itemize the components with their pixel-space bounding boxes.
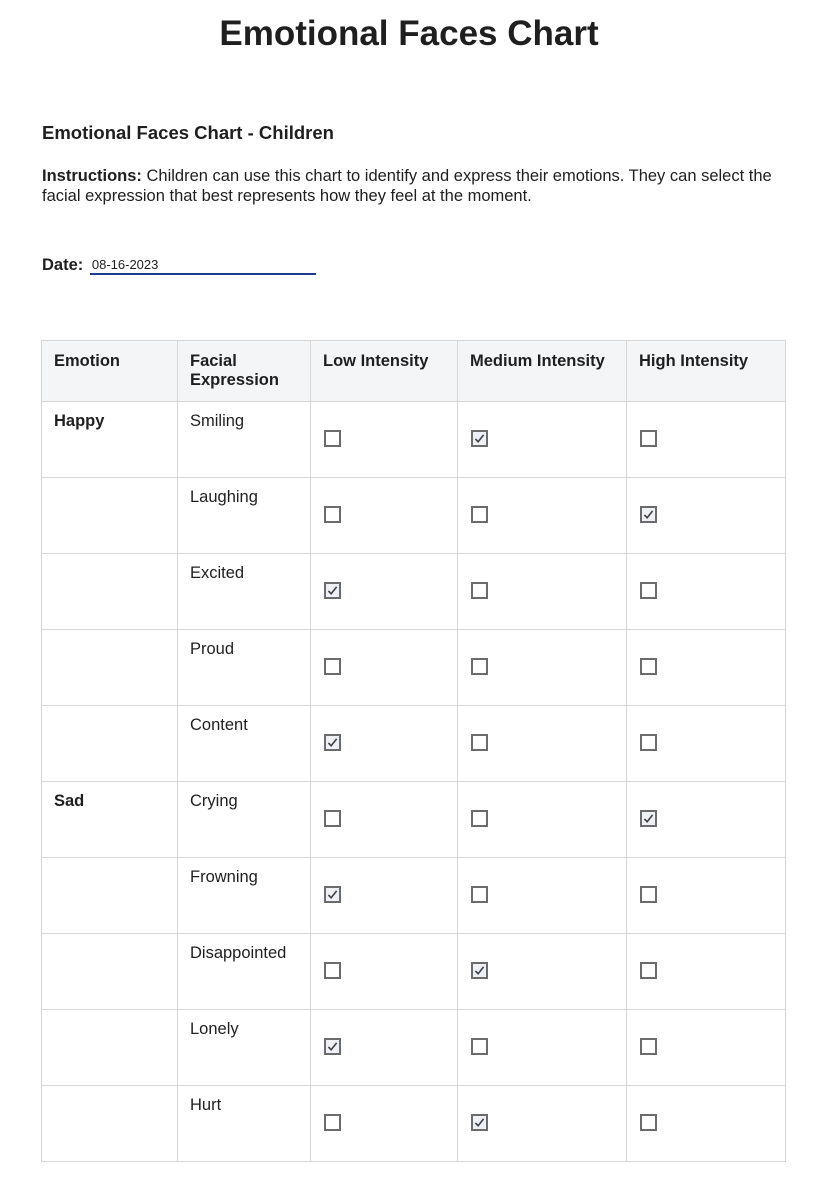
medium-intensity-cell	[458, 858, 627, 934]
medium-intensity-cell	[458, 706, 627, 782]
emotion-cell	[42, 858, 178, 934]
high-intensity-cell	[627, 630, 786, 706]
high-intensity-cell	[627, 858, 786, 934]
checkmark-icon	[474, 433, 485, 444]
instructions-label: Instructions:	[42, 167, 142, 185]
date-row	[42, 256, 316, 275]
medium-intensity-cell	[458, 478, 627, 554]
low-intensity-checkbox[interactable]	[324, 962, 341, 979]
high-intensity-checkbox[interactable]	[640, 430, 657, 447]
table-body	[42, 402, 786, 1162]
low-intensity-checkbox[interactable]	[324, 658, 341, 675]
high-intensity-cell	[627, 1010, 786, 1086]
low-intensity-checkbox[interactable]	[324, 810, 341, 827]
expression-cell: Smiling	[178, 402, 311, 478]
table-row	[42, 858, 786, 934]
checkmark-icon	[327, 1041, 338, 1052]
table-row	[42, 706, 786, 782]
medium-intensity-checkbox[interactable]	[471, 1114, 488, 1131]
checkmark-icon	[474, 965, 485, 976]
medium-intensity-checkbox[interactable]	[471, 886, 488, 903]
medium-intensity-cell	[458, 1010, 627, 1086]
expression-cell: Frowning	[178, 858, 311, 934]
medium-intensity-cell	[458, 630, 627, 706]
high-intensity-checkbox[interactable]	[640, 1114, 657, 1131]
high-intensity-checkbox[interactable]	[640, 810, 657, 827]
checkmark-icon	[327, 737, 338, 748]
emotion-cell	[42, 934, 178, 1010]
high-intensity-checkbox[interactable]	[640, 506, 657, 523]
low-intensity-cell	[311, 1086, 458, 1162]
high-intensity-checkbox[interactable]	[640, 1038, 657, 1055]
medium-intensity-cell	[458, 402, 627, 478]
emotion-cell	[42, 554, 178, 630]
medium-intensity-checkbox[interactable]	[471, 734, 488, 751]
medium-intensity-cell	[458, 934, 627, 1010]
header-high-intensity: High Intensity	[627, 341, 786, 402]
expression-cell: Excited	[178, 554, 311, 630]
expression-cell: Content	[178, 706, 311, 782]
emotion-cell	[42, 630, 178, 706]
table-row	[42, 554, 786, 630]
high-intensity-checkbox[interactable]	[640, 734, 657, 751]
expression-cell: Hurt	[178, 1086, 311, 1162]
low-intensity-cell	[311, 858, 458, 934]
low-intensity-cell	[311, 706, 458, 782]
emotion-cell: Happy	[42, 402, 178, 478]
low-intensity-cell	[311, 1010, 458, 1086]
emotions-table	[41, 340, 786, 1162]
low-intensity-cell	[311, 934, 458, 1010]
medium-intensity-cell	[458, 1086, 627, 1162]
table-row	[42, 478, 786, 554]
section-title: Emotional Faces Chart - Children	[42, 122, 334, 143]
low-intensity-checkbox[interactable]	[324, 1038, 341, 1055]
table-row	[42, 782, 786, 858]
emotion-cell	[42, 478, 178, 554]
page-title: Emotional Faces Chart	[219, 14, 599, 53]
expression-cell: Proud	[178, 630, 311, 706]
emotion-cell: Sad	[42, 782, 178, 858]
low-intensity-cell	[311, 630, 458, 706]
low-intensity-cell	[311, 782, 458, 858]
high-intensity-checkbox[interactable]	[640, 886, 657, 903]
header-low-intensity: Low Intensity	[311, 341, 458, 402]
checkmark-icon	[327, 889, 338, 900]
expression-cell: Disappointed	[178, 934, 311, 1010]
table-row	[42, 1010, 786, 1086]
high-intensity-cell	[627, 554, 786, 630]
expression-cell: Crying	[178, 782, 311, 858]
low-intensity-checkbox[interactable]	[324, 582, 341, 599]
medium-intensity-cell	[458, 554, 627, 630]
high-intensity-checkbox[interactable]	[640, 962, 657, 979]
table-row	[42, 630, 786, 706]
header-medium-intensity: Medium Intensity	[458, 341, 627, 402]
low-intensity-cell	[311, 478, 458, 554]
medium-intensity-checkbox[interactable]	[471, 430, 488, 447]
header-emotion: Emotion	[42, 341, 178, 402]
low-intensity-checkbox[interactable]	[324, 430, 341, 447]
checkmark-icon	[327, 585, 338, 596]
low-intensity-cell	[311, 554, 458, 630]
table-row	[42, 1086, 786, 1162]
medium-intensity-checkbox[interactable]	[471, 810, 488, 827]
low-intensity-checkbox[interactable]	[324, 506, 341, 523]
low-intensity-checkbox[interactable]	[324, 886, 341, 903]
checkmark-icon	[643, 509, 654, 520]
emotion-cell	[42, 706, 178, 782]
table-row	[42, 934, 786, 1010]
header-facial-expression: Facial Expression	[178, 341, 311, 402]
checkmark-icon	[643, 813, 654, 824]
high-intensity-cell	[627, 706, 786, 782]
high-intensity-cell	[627, 402, 786, 478]
date-field[interactable]: 08-16-2023	[90, 257, 316, 275]
medium-intensity-checkbox[interactable]	[471, 962, 488, 979]
emotion-cell	[42, 1010, 178, 1086]
low-intensity-cell	[311, 402, 458, 478]
high-intensity-cell	[627, 1086, 786, 1162]
instructions	[42, 166, 772, 206]
high-intensity-cell	[627, 478, 786, 554]
expression-cell: Laughing	[178, 478, 311, 554]
medium-intensity-checkbox[interactable]	[471, 658, 488, 675]
emotion-cell	[42, 1086, 178, 1162]
expression-cell: Lonely	[178, 1010, 311, 1086]
medium-intensity-checkbox[interactable]	[471, 1038, 488, 1055]
low-intensity-checkbox[interactable]	[324, 1114, 341, 1131]
table-header-row	[42, 341, 786, 402]
medium-intensity-checkbox[interactable]	[471, 582, 488, 599]
medium-intensity-cell	[458, 782, 627, 858]
low-intensity-checkbox[interactable]	[324, 734, 341, 751]
checkmark-icon	[474, 1117, 485, 1128]
high-intensity-cell	[627, 934, 786, 1010]
high-intensity-checkbox[interactable]	[640, 658, 657, 675]
medium-intensity-checkbox[interactable]	[471, 506, 488, 523]
high-intensity-cell	[627, 782, 786, 858]
high-intensity-checkbox[interactable]	[640, 582, 657, 599]
table-row	[42, 402, 786, 478]
instructions-text: Children can use this chart to identify and express their emotions. They can select the facial expression that best represents how they feel at the moment.	[42, 167, 772, 205]
date-label: Date:	[42, 256, 84, 274]
